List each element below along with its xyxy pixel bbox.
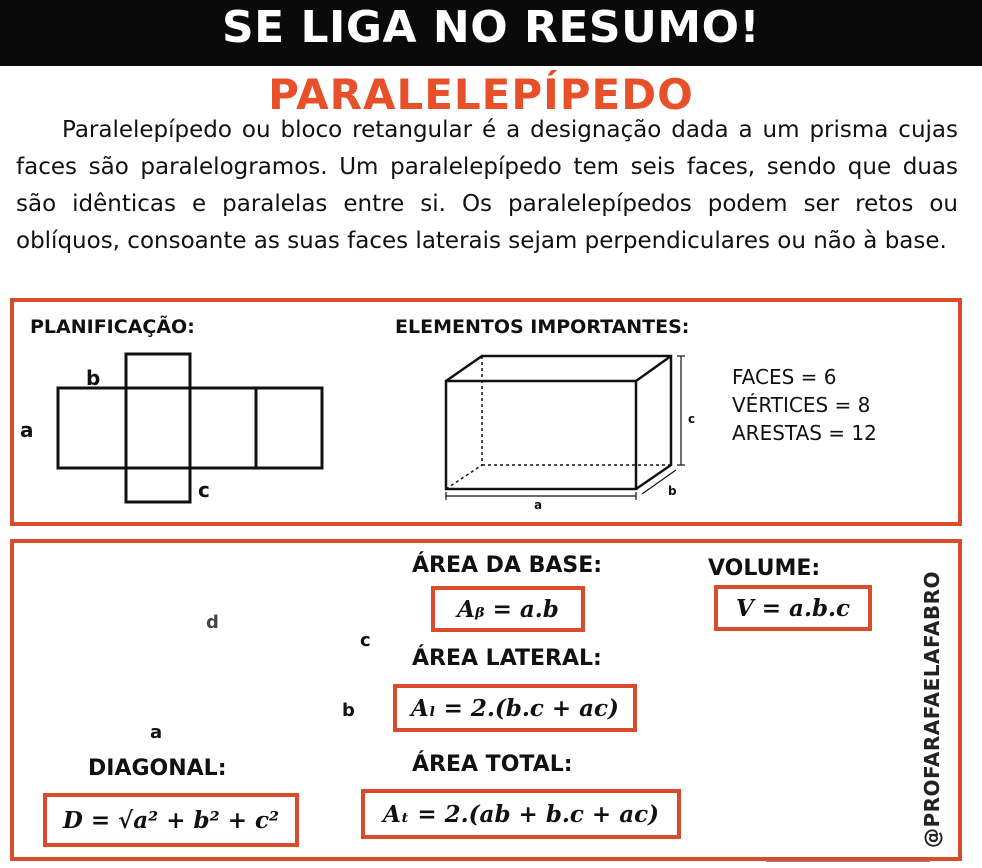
- net-label-c: c: [198, 478, 210, 502]
- faces-count: FACES = 6: [732, 365, 837, 389]
- net-face-right: [190, 388, 256, 468]
- author-handle: @PROFARAFAELAFABRO: [920, 570, 944, 848]
- diagonal-formula: D = √a² + b² + c²: [43, 793, 299, 847]
- net-label-b: b: [86, 366, 101, 390]
- banner-title: SE LIGA NO RESUMO!: [221, 2, 761, 53]
- vertices-count: VÉRTICES = 8: [732, 393, 871, 417]
- volume-formula: V = a.b.c: [714, 585, 872, 631]
- diagonal-heading: DIAGONAL:: [88, 756, 227, 781]
- diagonal-label-d: d: [206, 612, 219, 633]
- intro-paragraph: Paralelepípedo ou bloco retangular é a designação dada a um prisma cujas faces são paralelogramos. Um paralelepípedo tem seis faces, sendo que duas são idênticas e paralelas entre si. Os paralelepípedos podem ser retos ou oblíquos, consoante as suas faces laterais sejam perpendiculares ou não à base.: [16, 117, 958, 254]
- page-title: PARALELEPÍPEDO: [268, 70, 694, 119]
- area-total-heading: ÁREA TOTAL:: [412, 752, 573, 777]
- area-base-formula: Aᵦ = a.b: [431, 586, 585, 632]
- area-total-formula: Aₜ = 2.(ab + b.c + ac): [361, 789, 681, 839]
- area-base-heading: ÁREA DA BASE:: [412, 553, 603, 578]
- net-face-back: [256, 388, 322, 468]
- box-label-a: a: [534, 498, 543, 512]
- area-lateral-heading: ÁREA LATERAL:: [412, 646, 602, 671]
- net-face-front: [126, 388, 190, 468]
- box-label-b: b: [668, 484, 677, 498]
- net-face-left: [58, 388, 126, 468]
- arestas-count: ARESTAS = 12: [732, 421, 877, 445]
- planificacao-heading: PLANIFICAÇÃO:: [30, 316, 195, 338]
- box-label-c: c: [688, 412, 696, 426]
- net-face-top: [126, 354, 190, 388]
- volume-heading: VOLUME:: [708, 556, 821, 581]
- diagram-label-a: a: [150, 722, 163, 743]
- diagram-label-b: b: [342, 700, 355, 721]
- box-diagram: [446, 356, 685, 500]
- elementos-heading: ELEMENTOS IMPORTANTES:: [395, 316, 690, 338]
- area-lateral-formula: Aₗ = 2.(b.c + ac): [393, 684, 637, 732]
- diagram-label-c: c: [360, 630, 371, 651]
- net-face-bottom: [126, 468, 190, 502]
- net-label-a: a: [20, 418, 34, 442]
